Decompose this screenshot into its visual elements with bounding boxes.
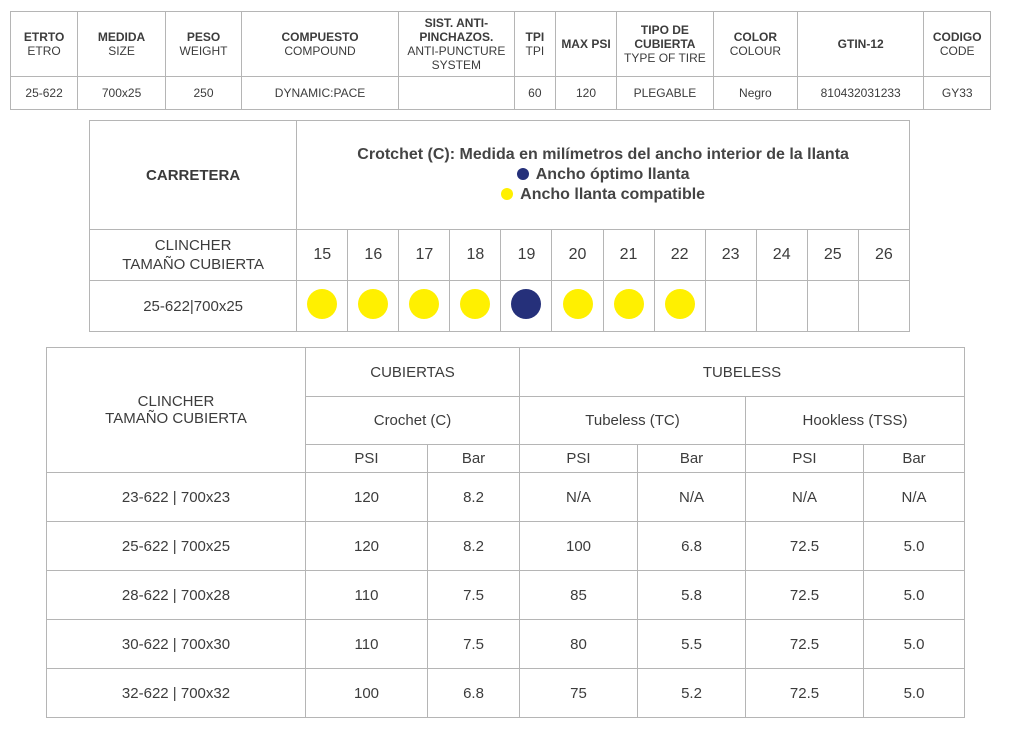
group-tubeless: TUBELESS <box>520 348 965 397</box>
spec-header-tpi <box>514 12 555 77</box>
pressure-size: 23-622 | 700x23 <box>47 473 306 522</box>
rim-width: 20 <box>552 230 603 281</box>
crochet-bar: 7.5 <box>428 620 520 669</box>
spec-header-compound <box>242 12 399 77</box>
tubeless-psi: N/A <box>520 473 638 522</box>
pressure-row <box>47 620 965 669</box>
pressure-size: 28-622 | 700x28 <box>47 571 306 620</box>
spec-value-code: GY33 <box>924 77 991 110</box>
pressure-row <box>47 473 965 522</box>
rim-mark-cell <box>501 281 552 332</box>
crochet-psi: 110 <box>306 571 428 620</box>
spec-value-tire-type: PLEGABLE <box>616 77 713 110</box>
header-bold: MAX PSI <box>561 37 611 51</box>
tubeless-bar: N/A <box>638 473 746 522</box>
spec-header-gtin <box>797 12 924 77</box>
subgroup-tubeless: Tubeless (TC) <box>520 397 746 445</box>
crochet-bar: 7.5 <box>428 571 520 620</box>
rim-title: CARRETERA <box>90 121 297 230</box>
crochet-psi: 100 <box>306 669 428 718</box>
pressure-group-row <box>47 348 965 397</box>
hookless-psi: 72.5 <box>746 669 864 718</box>
tubeless-bar: 6.8 <box>638 522 746 571</box>
group-cubiertas: CUBIERTAS <box>306 348 520 397</box>
spec-header-etrto <box>11 12 78 77</box>
header-bold: TPI <box>525 30 545 44</box>
compatible-dot-icon <box>501 188 513 200</box>
tubeless-psi: 80 <box>520 620 638 669</box>
pressure-size: 25-622 | 700x25 <box>47 522 306 571</box>
rim-mark-cell <box>654 281 705 332</box>
spec-header-row <box>11 12 991 77</box>
unit-psi: PSI <box>520 445 638 473</box>
spec-header-size <box>78 12 166 77</box>
pressure-size: 30-622 | 700x30 <box>47 620 306 669</box>
rim-mark-dot-icon <box>409 289 439 319</box>
spec-value-size: 700x25 <box>78 77 166 110</box>
rim-mark-cell <box>552 281 603 332</box>
spec-value-max-psi: 120 <box>556 77 617 110</box>
tubeless-bar: 5.5 <box>638 620 746 669</box>
header-sub: COLOUR <box>729 44 782 58</box>
rim-mark-cell <box>603 281 654 332</box>
rim-mark-cell <box>858 281 909 332</box>
rim-mark-dot-icon <box>307 289 337 319</box>
tubeless-bar: 5.2 <box>638 669 746 718</box>
unit-psi: PSI <box>306 445 428 473</box>
rim-width: 15 <box>297 230 348 281</box>
subgroup-crochet: Crochet (C) <box>306 397 520 445</box>
header-bold: SIST. ANTI-PINCHAZOS. <box>419 16 494 44</box>
rim-mark-cell <box>450 281 501 332</box>
crochet-psi: 120 <box>306 473 428 522</box>
rim-width: 16 <box>348 230 399 281</box>
spec-value-puncture <box>399 77 515 110</box>
spec-table <box>10 11 991 110</box>
rim-legend <box>297 121 910 230</box>
rim-compatibility-table <box>89 120 910 332</box>
hookless-bar: 5.0 <box>864 522 965 571</box>
unit-bar: Bar <box>428 445 520 473</box>
rim-width: 25 <box>807 230 858 281</box>
rim-size-heading <box>90 230 297 281</box>
hookless-psi: 72.5 <box>746 522 864 571</box>
hookless-bar: 5.0 <box>864 669 965 718</box>
rim-width: 21 <box>603 230 654 281</box>
spec-value-tpi: 60 <box>514 77 555 110</box>
size-heading-line2: TAMAÑO CUBIERTA <box>122 256 264 273</box>
optimal-dot-icon <box>517 168 529 180</box>
header-sub: ANTI-PUNCTURE SYSTEM <box>407 44 506 72</box>
hookless-psi: N/A <box>746 473 864 522</box>
hookless-bar: 5.0 <box>864 571 965 620</box>
rim-mark-dot-icon <box>665 289 695 319</box>
spec-header-tire-type <box>616 12 713 77</box>
hookless-psi: 72.5 <box>746 620 864 669</box>
tubeless-psi: 100 <box>520 522 638 571</box>
pressure-row <box>47 522 965 571</box>
rim-header-row <box>90 121 910 230</box>
header-sub: ETRO <box>27 44 61 58</box>
spec-header-max-psi <box>556 12 617 77</box>
rim-mark-cell <box>807 281 858 332</box>
rim-mark-dot-icon <box>460 289 490 319</box>
header-bold: PESO <box>186 30 221 44</box>
spec-value-colour: Negro <box>713 77 797 110</box>
rim-mark-dot-icon <box>563 289 593 319</box>
subgroup-hookless: Hookless (TSS) <box>746 397 965 445</box>
header-sub: COMPOUND <box>284 44 356 58</box>
rim-width: 19 <box>501 230 552 281</box>
pressure-row <box>47 669 965 718</box>
hookless-bar: N/A <box>864 473 965 522</box>
header-bold: TIPO DE CUBIERTA <box>634 23 696 51</box>
rim-width: 17 <box>399 230 450 281</box>
spec-value-row <box>11 77 991 110</box>
unit-psi: PSI <box>746 445 864 473</box>
spec-value-etrto: 25-622 <box>11 77 78 110</box>
spec-header-puncture <box>399 12 515 77</box>
header-bold: MEDIDA <box>97 30 146 44</box>
unit-bar: Bar <box>638 445 746 473</box>
rim-mark-dot-icon <box>358 289 388 319</box>
spec-value-compound: DYNAMIC:PACE <box>242 77 399 110</box>
legend-optimal <box>297 165 909 185</box>
pressure-size-heading <box>47 348 306 473</box>
rim-row-label: 25-622|700x25 <box>90 281 297 332</box>
spec-header-colour <box>713 12 797 77</box>
header-sub: TPI <box>525 44 545 58</box>
rim-mark-cell <box>705 281 756 332</box>
header-sub: SIZE <box>108 44 135 58</box>
tubeless-psi: 75 <box>520 669 638 718</box>
rim-mark-dot-icon <box>511 289 541 319</box>
crochet-bar: 8.2 <box>428 473 520 522</box>
size-heading-line1: CLINCHER <box>154 237 232 254</box>
rim-compat-row <box>90 281 910 332</box>
tubeless-psi: 85 <box>520 571 638 620</box>
legend-title: Crotchet (C): Medida en milímetros del ancho interior de la llanta <box>357 146 849 163</box>
header-sub: CODE <box>939 44 975 58</box>
spec-header-weight <box>165 12 241 77</box>
crochet-bar: 8.2 <box>428 522 520 571</box>
rim-mark-cell <box>297 281 348 332</box>
unit-bar: Bar <box>864 445 965 473</box>
size-heading-line2: TAMAÑO CUBIERTA <box>105 410 247 427</box>
pressure-size: 32-622 | 700x32 <box>47 669 306 718</box>
pressure-row <box>47 571 965 620</box>
tubeless-bar: 5.8 <box>638 571 746 620</box>
legend-compatible <box>297 185 909 205</box>
legend-optimal-label: Ancho óptimo llanta <box>535 166 690 183</box>
pressure-table <box>46 347 965 718</box>
crochet-psi: 110 <box>306 620 428 669</box>
crochet-bar: 6.8 <box>428 669 520 718</box>
rim-mark-cell <box>756 281 807 332</box>
rim-width: 18 <box>450 230 501 281</box>
rim-width-row <box>90 230 910 281</box>
rim-mark-cell <box>348 281 399 332</box>
rim-width: 24 <box>756 230 807 281</box>
header-bold: CODIGO <box>932 30 982 44</box>
header-sub: WEIGHT <box>179 44 228 58</box>
hookless-psi: 72.5 <box>746 571 864 620</box>
header-bold: COLOR <box>733 30 778 44</box>
rim-width: 22 <box>654 230 705 281</box>
spec-value-weight: 250 <box>165 77 241 110</box>
crochet-psi: 120 <box>306 522 428 571</box>
spec-value-gtin: 810432031233 <box>797 77 924 110</box>
rim-width: 23 <box>705 230 756 281</box>
hookless-bar: 5.0 <box>864 620 965 669</box>
legend-compatible-label: Ancho llanta compatible <box>520 186 706 203</box>
header-bold: GTIN-12 <box>837 37 884 51</box>
header-bold: ETRTO <box>23 30 65 44</box>
rim-mark-dot-icon <box>614 289 644 319</box>
header-bold: COMPUESTO <box>281 30 359 44</box>
header-sub: TYPE OF TIRE <box>624 51 706 65</box>
size-heading-line1: CLINCHER <box>137 393 215 410</box>
spec-header-code <box>924 12 991 77</box>
rim-width: 26 <box>858 230 909 281</box>
rim-mark-cell <box>399 281 450 332</box>
